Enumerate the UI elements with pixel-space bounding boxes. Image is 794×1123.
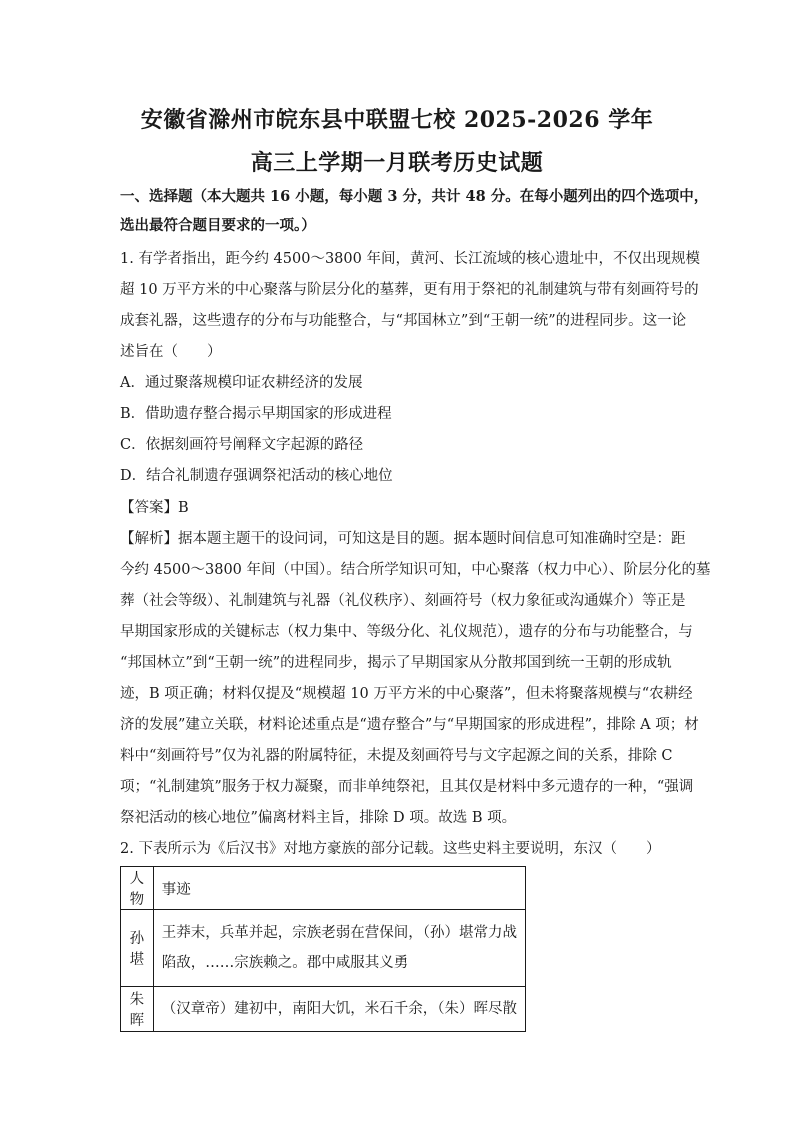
deed-line: 陷敌，……宗族赖之。郡中咸服其义勇	[161, 955, 409, 971]
q1-analysis-line: 济的发展”建立关联，材料论述重点是“遗存整合”与“早期国家的形成进程”，排除 A 项；材	[120, 717, 699, 733]
q1-analysis-line: 迹，B 项正确；材料仅提及“规模超 10 万平方米的中心聚落”，但未将聚落规模与“农耕经	[120, 686, 693, 702]
document-title: 安徽省滁州市皖东县中联盟七校 2025-2026 学年	[140, 107, 654, 133]
table-cell-deed	[153, 987, 525, 1032]
table-header-person: 人物	[121, 867, 154, 910]
table-cell-deed	[153, 910, 525, 987]
section-heading: 一、选择题（本大题共 16 小题，每小题 3 分，共计 48 分。在每小题列出的四个选项中，	[120, 188, 709, 205]
q1-stem-line: 1. 有学者指出，距今约 4500～3800 年间，黄河、长江流域的核心遗址中，不仅出现规模	[120, 251, 700, 267]
q1-answer: 【答案】B	[120, 500, 189, 516]
q1-analysis-line: 【解析】据本题主题干的设问词，可知这是目的题。据本题时间信息可知准确时空是：距	[120, 531, 686, 547]
q1-analysis-line: 料中“刻画符号”仅为礼器的附属特征，未提及刻画符号与文字起源之间的关系，排除 C	[120, 748, 673, 764]
q1-analysis-line: 项；“礼制建筑”服务于权力凝聚，而非单纯祭祀，且其仅是材料中多元遗存的一种，“强调	[120, 779, 694, 795]
q1-stem-line: 成套礼器，这些遗存的分布与功能整合，与“邦国林立”到“王朝一统”的进程同步。这一论	[120, 313, 687, 329]
q1-stem-line: 超 10 万平方米的中心聚落与阶层分化的墓葬，更有用于祭祀的礼制建筑与带有刻画符号的	[120, 282, 699, 298]
q2-stem: 2. 下表所示为《后汉书》对地方豪族的部分记载。这些史料主要说明，东汉（ ）	[120, 841, 661, 857]
q1-option-a: A．通过聚落规模印证农耕经济的发展	[120, 375, 363, 391]
q1-option-c: C．依据刻画符号阐释文字起源的路径	[120, 437, 364, 453]
q1-analysis-line: 祭祀活动的核心地位”偏离材料主旨，排除 D 项。故选 B 项。	[120, 810, 517, 826]
q1-option-b: B．借助遗存整合揭示早期国家的形成进程	[120, 406, 392, 422]
deed-line: （汉章帝）建初中，南阳大饥，米石千余，（朱）晖尽散	[161, 1001, 517, 1017]
q1-analysis-line: 早期国家形成的关键标志（权力集中、等级分化、礼仪规范），遗存的分布与功能整合，与	[120, 624, 693, 640]
table-cell-person: 孙堪	[121, 910, 154, 987]
section-heading-cont: 选出最符合题目要求的一项。）	[120, 217, 316, 234]
q1-stem-line: 述旨在（ ）	[120, 344, 222, 360]
q1-analysis-line: “邦国林立”到“王朝一统”的进程同步，揭示了早期国家从分散邦国到统一王朝的形成轨	[120, 655, 672, 671]
q1-analysis-line: 今约 4500～3800 年间（中国）。结合所学知识可知，中心聚落（权力中心）、阶层分化的墓	[120, 562, 711, 578]
deed-line: 王莽末，兵革并起，宗族老弱在营保间，（孙）堪常力战	[161, 925, 517, 941]
table-row	[121, 987, 526, 1032]
document-subtitle: 高三上学期一月联考历史试题	[250, 150, 544, 176]
table-header-row	[121, 867, 526, 910]
q1-option-d: D．结合礼制遗存强调祭祀活动的核心地位	[120, 468, 393, 484]
q1-analysis-line: 葬（社会等级）、礼制建筑与礼器（礼仪秩序）、刻画符号（权力象征或沟通媒介）等正是	[120, 593, 686, 609]
table-header-deed: 事迹	[153, 867, 525, 910]
table-cell-person: 朱晖	[121, 987, 154, 1032]
table-row	[121, 910, 526, 987]
q2-table	[120, 866, 526, 1032]
